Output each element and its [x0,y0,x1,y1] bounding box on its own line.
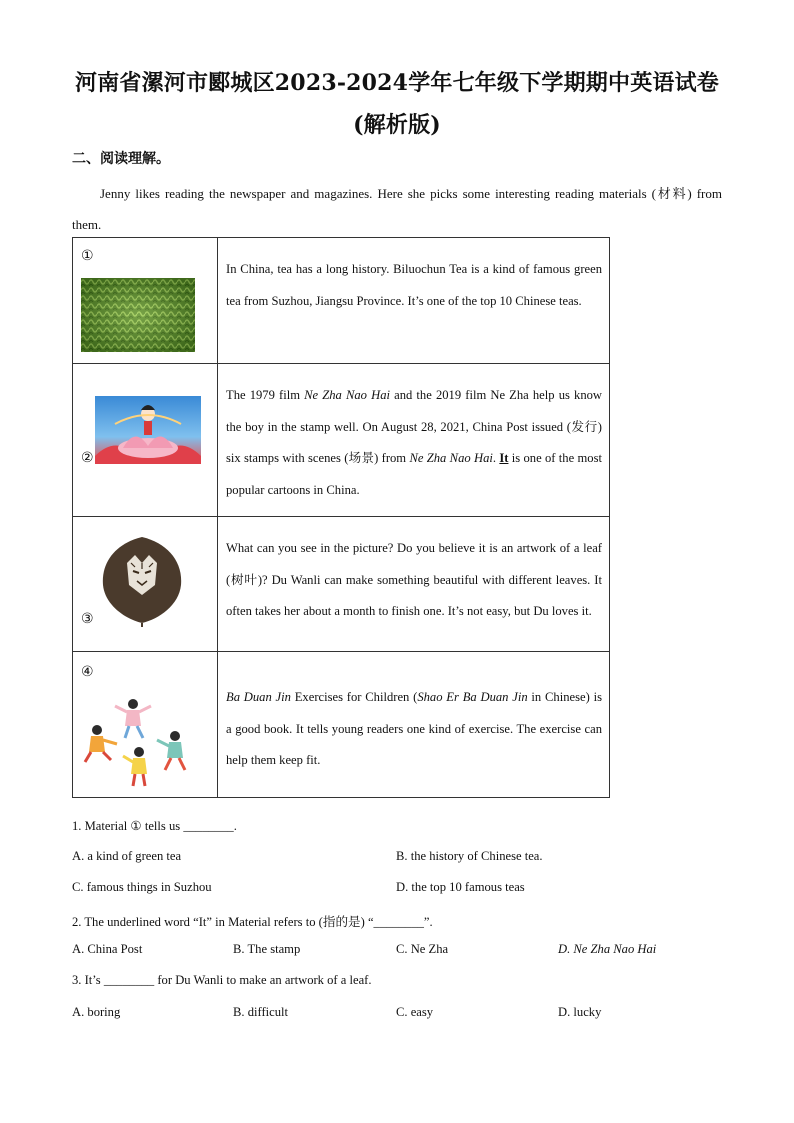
question-2-option-c[interactable]: C. Ne Zha [396,942,449,956]
material-3-text: What can you see in the picture? Do you believe it is an artwork of a leaf (树叶)? Du Wanli can make something beautiful with different leaves. It often takes her about a month to finish one. It’s not easy, but Du loves it. [218,517,610,652]
material-number: ① [81,248,94,264]
material-2-text [218,364,610,517]
question-3-option-d[interactable]: D. lucky [558,1005,602,1019]
page-title: 河南省漯河市郾城区2023-2024学年七年级下学期期中英语试卷(解析版) [75,70,719,138]
question-3-option-b[interactable]: B. difficult [233,1005,289,1019]
question-2-stem: 2. The underlined word “It” in Material refers to (指的是) “________”. [72,915,433,929]
text-span: . [492,451,500,465]
underlined-word: It [499,451,509,465]
question-2-option-d[interactable]: D. Ne Zha Nao Hai [558,942,657,956]
green-tea-image [81,278,195,352]
leaf-tiger-image [97,533,187,627]
text-span: in Chinese) is a good book. It tells young readers one kind of exercise. The exercise can help them keep fit. [226,690,602,767]
material-row-2 [73,364,610,517]
film-title: Ne Zha Nao Hai [409,451,493,465]
question-3-option-c[interactable]: C. easy [396,1005,434,1019]
text-span: Exercises for Children ( [290,690,418,704]
material-4-text [218,652,610,798]
material-number: ③ [81,611,94,627]
question-1-option-c[interactable]: C. famous things in Suzhou [72,880,212,894]
material-number: ④ [81,664,94,680]
material-4-image-cell [73,652,218,798]
children-exercising-image [83,694,193,788]
film-title: Ne Zha Nao Hai [304,388,390,402]
question-2-option-b[interactable]: B. The stamp [233,942,301,956]
material-1-image-cell [73,238,218,364]
question-2-option-a[interactable]: A. China Post [72,942,143,956]
material-row-4 [73,652,610,798]
material-row-3 [73,517,610,652]
question-1-stem: 1. Material ① tells us ________. [72,819,237,833]
material-row-1 [73,238,610,364]
materials-table [72,237,610,798]
text-span: The 1979 film [226,388,305,402]
question-1-option-b[interactable]: B. the history of Chinese tea. [396,849,543,863]
material-1-text: In China, tea has a long history. Biluochun Tea is a kind of famous green tea from Suzhou, Jiangsu Province. It’s one of the top 10 Chinese teas. [218,238,610,364]
question-3-stem: 3. It’s ________ for Du Wanli to make an artwork of a leaf. [72,973,372,987]
material-number: ② [81,450,94,466]
material-2-image-cell [73,364,218,517]
ne-zha-stamp-image [95,396,201,464]
book-title: Ba Duan Jin [226,690,291,704]
question-1-option-d[interactable]: D. the top 10 famous teas [396,880,525,894]
section-heading: 二、阅读理解。 [72,151,170,167]
book-title: Shao Er Ba Duan Jin [417,690,528,704]
question-1-option-a[interactable]: A. a kind of green tea [72,849,182,863]
question-3-option-a[interactable]: A. boring [72,1005,121,1019]
text-span: and the 2019 film Ne Zha help us know the boy in the stamp well. On August 28, 2021, China Post issued (发行) six stamps with scenes (场景) from [226,388,603,465]
intro-paragraph: Jenny likes reading the newspaper and magazines. Here she picks some interesting reading materials (材料) from them. [72,186,722,232]
material-3-image-cell [73,517,218,652]
text-span: is one of the most popular cartoons in China. [226,451,603,497]
